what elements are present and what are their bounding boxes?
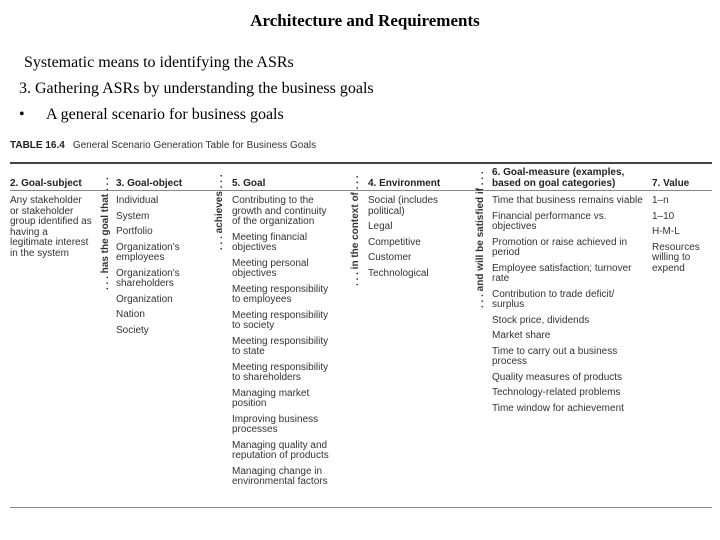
environment-column bbox=[368, 196, 472, 284]
goal-measure-item: Employee satisfaction; turnover rate bbox=[492, 262, 632, 284]
bullet-dot: • bbox=[19, 106, 25, 123]
table-label: TABLE 16.4 bbox=[10, 140, 65, 151]
goal-measure-item: Time window for achievement bbox=[492, 402, 624, 414]
goal-object-item: System bbox=[116, 210, 150, 222]
goal-item: Contributing to the growth and continuity of the organization bbox=[232, 195, 327, 227]
header-goal: 5. Goal bbox=[232, 178, 266, 189]
goal-object-item: Organization bbox=[116, 293, 173, 305]
header-goal-measure: 6. Goal-measure (examples, based on goal categories) bbox=[492, 167, 625, 189]
environment-item: Competitive bbox=[368, 236, 421, 248]
connector-has-goal: . . . has the goal that . . . bbox=[100, 177, 111, 290]
goal-item: Meeting responsibility to employees bbox=[232, 283, 329, 305]
value-item: 1–10 bbox=[652, 210, 675, 222]
table-header-rule bbox=[10, 190, 712, 191]
subtitle-line: Systematic means to identifying the ASRs bbox=[24, 54, 294, 71]
goal-object-item: Organization's shareholders bbox=[116, 267, 180, 289]
table-top-rule bbox=[10, 162, 712, 164]
connector-satisfied: . . . and will be satisfied if . . . bbox=[475, 171, 486, 308]
goal-object-item: Portfolio bbox=[116, 226, 153, 237]
numbered-point: 3. Gathering ASRs by understanding the business goals bbox=[19, 80, 374, 97]
table-bottom-rule bbox=[10, 507, 712, 508]
goal-item: Meeting responsibility to state bbox=[232, 335, 329, 357]
environment-item: Social (includes political) bbox=[368, 195, 439, 217]
goal-measure-item: Financial performance vs. objectives bbox=[492, 210, 607, 232]
header-environment: 4. Environment bbox=[368, 178, 441, 189]
goal-measure-column bbox=[492, 196, 644, 419]
connector-context: . . . in the context of . . . bbox=[350, 175, 361, 286]
goal-item: Managing quality and reputation of products bbox=[232, 439, 329, 461]
environment-item: Customer bbox=[368, 252, 412, 263]
value-item: Resources willing to expend bbox=[652, 241, 700, 274]
goal-item: Managing market position bbox=[232, 387, 310, 409]
goal-item: Meeting responsibility to society bbox=[232, 309, 329, 331]
goal-item: Meeting personal objectives bbox=[232, 257, 309, 279]
goal-measure-item: Time that business remains viable bbox=[492, 195, 643, 206]
environment-item: Legal bbox=[368, 221, 393, 232]
goal-column bbox=[232, 196, 336, 493]
goal-object-item: Nation bbox=[116, 309, 145, 320]
table-caption-text: General Scenario Generation Table for Business Goals bbox=[72, 140, 317, 151]
value-column bbox=[652, 196, 710, 279]
goal-object-item: Society bbox=[116, 324, 149, 336]
table-caption bbox=[10, 140, 316, 151]
header-value: 7. Value bbox=[652, 178, 690, 189]
environment-item: Technological bbox=[368, 267, 429, 279]
goal-item: Meeting responsibility to shareholders bbox=[232, 361, 329, 383]
connector-achieves: . . . achieves . . . bbox=[214, 174, 225, 250]
goal-measure-item: Market share bbox=[492, 330, 551, 341]
goal-measure-item: Technology-related problems bbox=[492, 387, 621, 398]
bullet-point bbox=[19, 106, 284, 124]
goal-object-item: Organization's employees bbox=[116, 241, 180, 263]
goal-measure-item: Quality measures of products bbox=[492, 371, 623, 383]
goal-item: Meeting financial objectives bbox=[232, 231, 308, 253]
goal-item: Improving business processes bbox=[232, 413, 319, 435]
goal-item: Managing change in environmental factors bbox=[232, 465, 328, 487]
value-item: H-M-L bbox=[652, 226, 680, 237]
goal-object-column bbox=[116, 196, 216, 341]
header-goal-subject: 2. Goal-subject bbox=[10, 178, 82, 189]
goal-measure-item: Contribution to trade deficit/ surplus bbox=[492, 288, 615, 310]
goal-object-item: Individual bbox=[116, 195, 159, 206]
goal-subject-text: Any stakeholder or stakeholder group identified as having a legitimate interest in the system bbox=[10, 195, 92, 259]
bullet-text: A general scenario for business goals bbox=[46, 106, 284, 123]
goal-measure-item: Stock price, dividends bbox=[492, 314, 590, 326]
goal-measure-item: Time to carry out a business process bbox=[492, 345, 618, 367]
goal-measure-item: Promotion or raise achieved in period bbox=[492, 236, 628, 258]
value-item: 1–n bbox=[652, 195, 669, 206]
header-goal-object: 3. Goal-object bbox=[116, 178, 183, 189]
slide-title: Architecture and Requirements bbox=[250, 11, 480, 30]
